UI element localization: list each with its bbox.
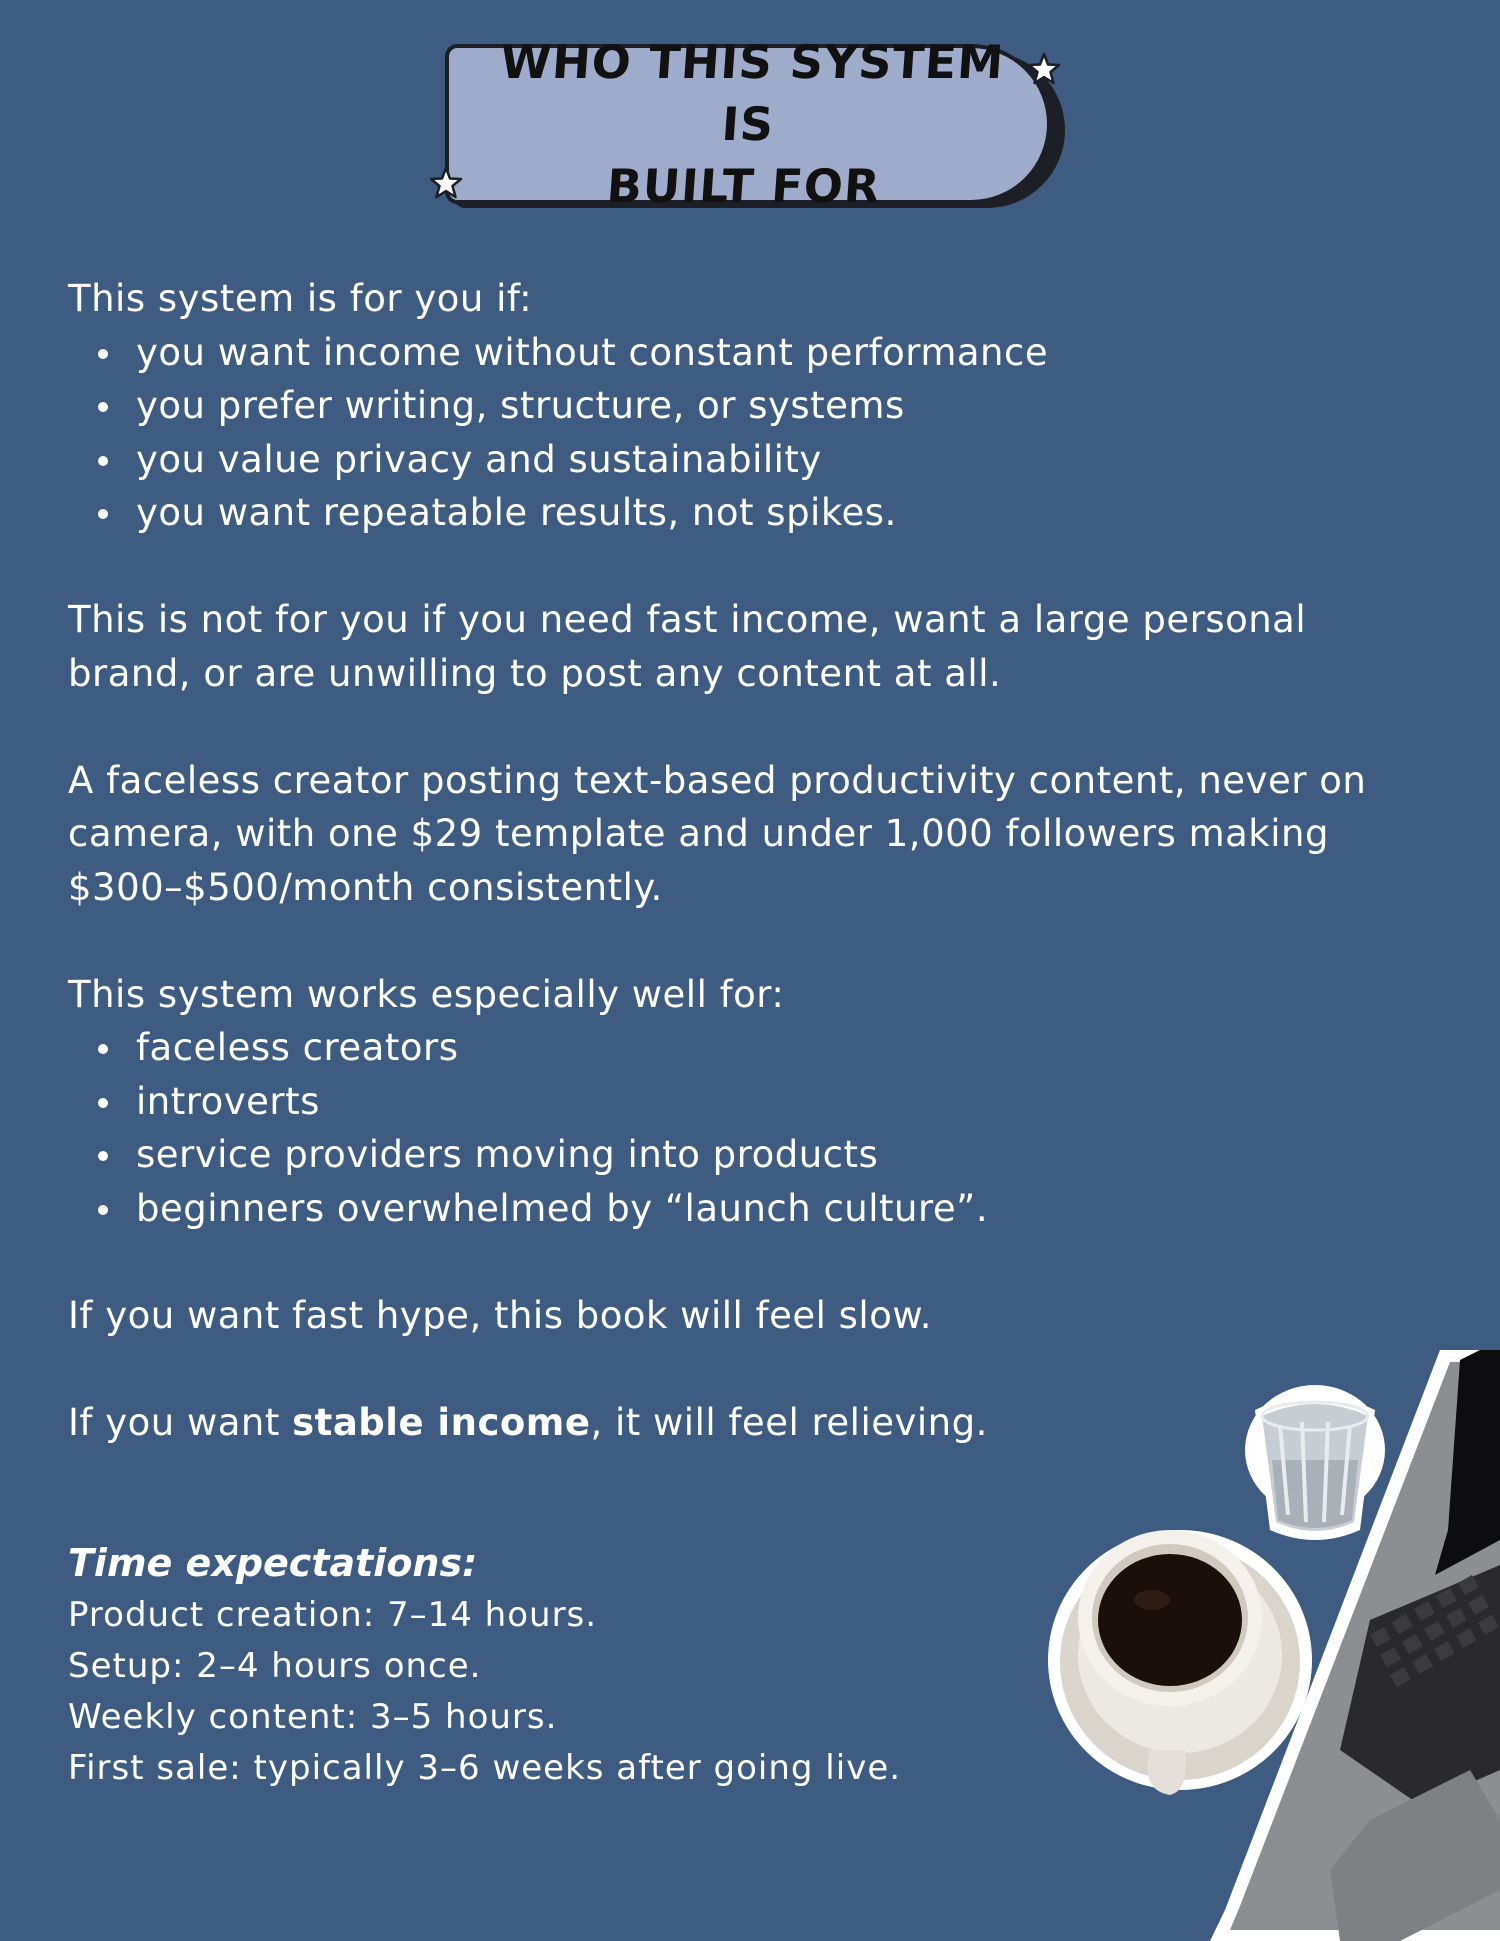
page-title-line-2: BUILT FOR <box>604 159 883 213</box>
list-item: service providers moving into products <box>136 1128 1368 1182</box>
not-for-you-paragraph: This is not for you if you need fast income, want a large personal brand, or are unwilling to post any content at all. <box>68 598 1307 695</box>
stable-line-start: If you want <box>68 1400 293 1444</box>
page-title <box>481 31 1014 217</box>
list-item: introverts <box>136 1075 1368 1129</box>
time-expectations-heading: Time expectations: <box>68 1541 478 1585</box>
page-title-line-1: WHO THIS SYSTEM IS <box>498 35 1007 151</box>
example-paragraph: A faceless creator posting text-based productivity content, never on camera, with one $29 template and under 1,000 followers making $300–$500/month consistently. <box>68 758 1367 909</box>
list-item: faceless creators <box>136 1021 1368 1075</box>
list-item: you prefer writing, structure, or systems <box>136 379 1368 433</box>
star-icon <box>1027 52 1061 86</box>
main-content <box>68 272 1368 1449</box>
hype-line: If you want fast hype, this book will feel slow. <box>68 1293 932 1337</box>
time-line: Setup: 2–4 hours once. <box>68 1646 482 1686</box>
list-item: beginners overwhelmed by “launch culture”. <box>136 1182 1368 1236</box>
stable-line-end: , it will feel relieving. <box>590 1400 988 1444</box>
coffee-cup-icon <box>1048 1530 1312 1795</box>
list-item: you value privacy and sustainability <box>136 433 1368 487</box>
works-well-list <box>68 1021 1368 1235</box>
time-line: Product creation: 7–14 hours. <box>68 1595 598 1635</box>
title-box <box>445 35 1051 213</box>
time-expectations <box>68 1536 1068 1794</box>
title-badge <box>445 35 1065 213</box>
star-icon <box>429 166 463 200</box>
water-glass-icon <box>1245 1385 1385 1540</box>
time-line: First sale: typically 3–6 weeks after going live. <box>68 1748 902 1788</box>
for-you-intro: This system is for you if: <box>68 277 533 320</box>
stable-income-emphasis: stable income <box>292 1400 591 1444</box>
list-item: you want income without constant performance <box>136 326 1368 380</box>
desk-illustration <box>1040 1350 1500 1941</box>
for-you-list <box>68 326 1368 540</box>
works-well-intro: This system works especially well for: <box>68 972 785 1016</box>
time-line: Weekly content: 3–5 hours. <box>68 1697 558 1737</box>
list-item: you want repeatable results, not spikes. <box>136 486 1368 540</box>
